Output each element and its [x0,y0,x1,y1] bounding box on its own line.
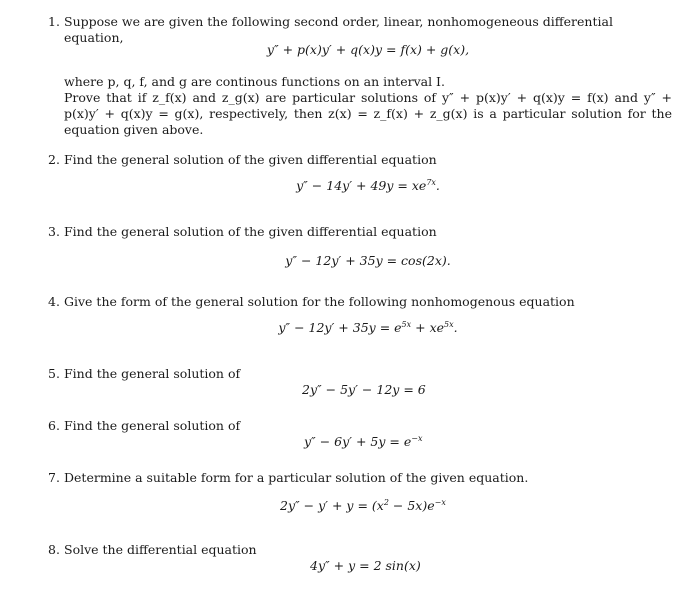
problem-number: 4. [48,294,60,309]
problem-body [64,294,672,336]
equation-exponent: 7x [426,178,436,187]
problem-number: 3. [48,224,60,239]
problem-6 [48,418,672,458]
equation [280,498,446,514]
problem-4 [48,294,672,344]
problem-body [64,14,672,137]
problem-2 [48,152,672,202]
problem-number: 5. [48,366,60,381]
problem-text: Give the form of the general solution for the following nonhomogenous equation [64,294,575,309]
equation: y″ − 12y′ + 35y = cos(2x). [285,253,451,268]
problem-body [64,470,672,514]
equation-exponent: −x [411,434,423,443]
equation: 2y″ − 5y′ − 12y = 6 [302,382,426,397]
problem-prove-text: Prove that if z_f(x) and z_g(x) are particular solutions of y″ + p(x)y′ + q(x)y = f(x) and y″ + p(x)y′ + q(x)y = g(x), respectively, then z(x) = z_f(x) + z_g(x) is a particular solution for the equation given above. [64,90,672,137]
equation: 4y″ + y = 2 sin(x) [310,558,421,573]
equation: y″ + p(x)y′ + q(x)y = f(x) + g(x), [266,42,470,57]
problem-where-text: where p, q, f, and g are continous functions on an interval I. [64,74,445,89]
problem-body [64,366,672,397]
equation-part: y″ − 12y′ + 35y = e [278,320,402,336]
equation-exponent: −x [434,498,446,507]
equation-base: y″ − 6y′ + 5y = e [304,434,412,450]
problem-number: 1. [48,14,60,29]
problem-text: Solve the differential equation [64,542,257,557]
equation-exponent: 2 [383,498,389,507]
equation [304,434,422,450]
problem-1 [48,14,672,144]
problem-8 [48,542,672,582]
problem-3 [48,224,672,274]
problem-body [64,542,672,573]
problem-text: Suppose we are given the following second order, linear, nonhomogeneous differential equation, [64,14,613,45]
problem-number: 7. [48,470,60,485]
problem-text: Determine a suitable form for a particular solution of the given equation. [64,470,529,485]
problem-body [64,418,672,450]
problem-number: 2. [48,152,60,167]
problem-number: 8. [48,542,60,557]
problem-body [64,224,672,268]
equation-part: 2y″ − y′ + y = (x [280,498,384,514]
equation-exponent: 5x [401,320,412,329]
equation-part: − 5x)e [388,498,435,514]
equation [64,178,672,194]
equation-end: . [453,320,458,336]
equation-end: . [435,178,440,194]
equation-base: y″ − 14y′ + 49y = xe [296,178,427,194]
problem-text: Find the general solution of the given differential equation [64,152,437,167]
problem-number: 6. [48,418,60,433]
problem-text: Find the general solution of [64,418,241,433]
equation-part: + xe [411,320,445,336]
problem-text: Find the general solution of the given differential equation [64,224,437,239]
equation-exponent: 5x [444,320,454,329]
problem-7 [48,470,672,520]
problem-body [64,152,672,194]
problem-5 [48,366,672,406]
problem-text: Find the general solution of [64,366,241,381]
equation [64,320,672,336]
